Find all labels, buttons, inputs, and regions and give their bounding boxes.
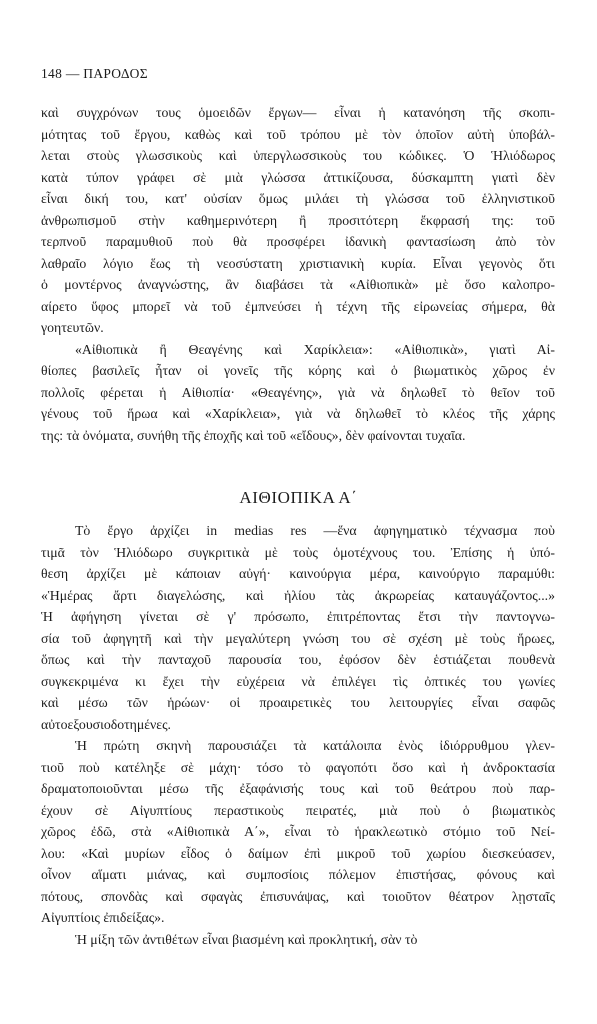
running-head: 148 — ΠΑΡΟΔΟΣ <box>41 66 148 81</box>
text-line: έχουν σὲ Αἰγυπτίους περαστικοὺς πειρατές, μιὰ ποὺ ὁ βιωματικὸς <box>41 802 555 818</box>
intro-text-block <box>41 102 555 446</box>
text-line: «Αἰθιοπικὰ ἢ Θεαγένης καὶ Χαρίκλεια»: «Αἰθιοπικὰ», γιατὶ Αἰ- <box>75 341 555 357</box>
text-line: θίοπες βασιλεῖς ἦταν οἱ γονεῖς τῆς κόρης καὶ ὁ βιωματικὸς χῶρος ἐν <box>41 363 555 378</box>
text-line: σία τοῦ ἀφηγητῆ καὶ τὴν μεγαλύτερη γνώση του σὲ σχέση μὲ τοὺς ἥρωες, <box>41 630 555 646</box>
text-line: Ἡ μίξη τῶν ἀντιθέτων εἶναι βιασμένη καὶ προκλητική, σὰν τὸ <box>75 931 418 947</box>
text-line: γένους τοῦ ἥρωα καὶ «Χαρίκλεια», γιὰ νὰ δηλωθεῖ τὸ κλέος τῆς χάρης <box>41 406 555 421</box>
text-line: δραματοποιοῦνται μέσω τῆς ἐξαφάνισής τους καὶ τοῦ θεάτρου ποὺ παρ- <box>41 781 555 796</box>
text-line: εἶναι δική του, κατ' οὐσίαν ὅμως μιλάει τὴ γλώσσα τοῦ ἑλληνιστικοῦ <box>41 191 555 206</box>
text-line: της: τὰ ὀνόματα, συνήθη τῆς ἐποχῆς καὶ τοῦ «εἴδους», δὲν φαίνονται τυχαῖα. <box>41 427 466 443</box>
text-line: χῶρος ἐδῶ, στὰ «Αἰθιοπικὰ Α΄», εἶναι τὸ ἡρακλεωτικὸ στόμιο τοῦ Νεί- <box>41 824 555 839</box>
paragraph <box>41 735 555 929</box>
paragraph <box>41 339 555 447</box>
text-line: αίρετο ὕφος μπορεῖ νὰ τοῦ ἐμπνεύσει ἡ τέχνη τῆς εἰρωνείας σήμερα, θὰ <box>41 298 555 314</box>
text-line: τιοῦ ποὺ κατέληξε σὲ μάχη· τόσο τὸ φαγοπότι ὅσο καὶ ἡ ἀνδροκτασία <box>41 759 555 775</box>
text-line: τερπνοῦ παραμυθιοῦ ποὺ θὰ προσφέρει ἰδανικὴ φαντασίωση ἀπὸ τὸν <box>41 234 555 249</box>
text-line: κατὰ τύπον γράφει σὲ μιὰ γλώσσα ἀττικίζουσα, δύσκαμπτη γιατὶ δὲν <box>41 169 555 185</box>
text-line: γοητευτῶν. <box>41 320 104 335</box>
text-line: συγκεκριμένα κι ἔχει τὴν εὐχέρεια νὰ ἐπιλέγει τὶς ὀπτικές του γωνίες <box>41 673 555 689</box>
paragraph <box>41 520 555 735</box>
text-line: «Ἡμέρας ἄρτι διαγελώσης, καὶ ἡλίου τὰς ἀκρωρείας καταυγάζοντος...» <box>41 587 555 603</box>
paragraph <box>41 929 555 951</box>
text-line: καὶ συγχρόνων τους ὁμοειδῶν ἔργων— εἶναι ἡ κατανόηση τῆς σκοπι- <box>41 105 555 120</box>
body-text-block <box>41 520 555 950</box>
text-line: λαθραῖο λόγιο ἕως τὴ νεοσύστατη χριστιανικὴ κυρία. Εἶναι γεγονὸς ὅτι <box>41 255 555 271</box>
text-line: καὶ μέσω τῶν ἡρώων· οἱ προαιρετικὲς του λειτουργίες εἶναι σαφῶς <box>41 695 555 710</box>
text-line: Ἡ ἀφήγηση γίνεται σὲ γ' πρόσωπο, ἐπιτρέποντας ἔτσι τὴν παντογνω- <box>41 609 555 624</box>
text-line: ἀνθρωπισμοῦ στὴν καθημερινότερη ἢ προσιτότερη ἔκφρασή της: τοῦ <box>41 212 555 228</box>
text-line: ὁ μοντέρνος ἀναγνώστης, ἂν διαβάσει τὰ «Αἰθιοπικὰ» μὲ ὅσο καλοπρο- <box>41 277 555 292</box>
text-line: αὐτοεξουσιοδοτημένες. <box>41 716 172 732</box>
text-line: ὅπως καὶ τὴν πανταχοῦ παρουσία του, ἐφόσον δὲν ἑστιάζεται πουθενὰ <box>41 652 555 667</box>
text-line: πολλοῖς φέρεται ἡ Αἰθιοπία· «Θεαγένης», γιὰ νὰ δηλωθεῖ τὸ θεῖον τοῦ <box>41 384 555 400</box>
text-line: τιμᾶ τὸν Ἡλιόδωρο συγκριτικὰ μὲ τοὺς ὁμοτέχνους του. Ἐπίσης ἡ ὑπό- <box>41 544 555 560</box>
text-line: θεση ἀρχίζει μὲ κάποιαν αὐγή· καινούργια μέρα, καινούργιο παραμύθι: <box>41 566 555 581</box>
text-line: μότητας τοῦ ἔργου, καθὼς καὶ τοῦ τρόπου μὲ τὸν ὁποῖον αὐτὴ ὑποβάλ- <box>41 126 555 142</box>
text-line: λου: «Καὶ μυρίων εἶδος ὁ δαίμων ἐπὶ μικροῦ τοῦ χωρίου διεσκεύασεν, <box>41 845 555 861</box>
text-line: Τὸ ἔργο ἀρχίζει in medias res —ἕνα ἀφηγηματικὸ τέχνασμα ποὺ <box>75 523 555 538</box>
text-line: λεται στοὺς γλωσσικοὺς καὶ ὑπεργλωσσικοὺς του κώδικες. Ὁ Ἡλιόδωρος <box>41 148 555 163</box>
section-heading: ΑΙΘΙΟΠΙΚΑ Α΄ <box>239 488 358 507</box>
text-line: Αἰγυπτίοις ἐπιδείξας». <box>41 910 165 925</box>
text-line: πότους, σπονδὰς καὶ σφαγὰς ἐπισυνάψας, καὶ τοιοῦτον θέατρον λῃσταῖς <box>41 888 555 904</box>
paragraph <box>41 102 555 339</box>
text-line: οἶνον αἵματι μιάνας, καὶ συμποσίοις πόλεμον ἐπιστήσας, φόνους καὶ <box>41 867 555 882</box>
text-line: Ἡ πρώτη σκηνὴ παρουσιάζει τὰ κατάλοιπα ἑνὸς ἰδιόρρυθμου γλεν- <box>75 738 555 753</box>
